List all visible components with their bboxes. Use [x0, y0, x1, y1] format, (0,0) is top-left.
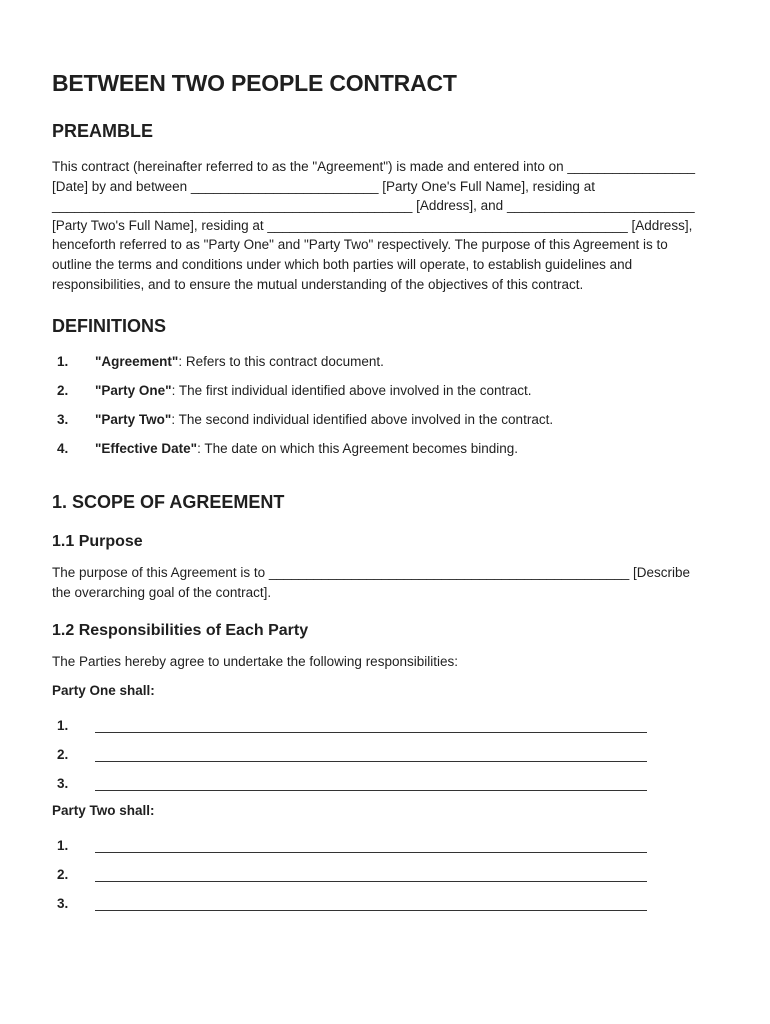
party-one-list — [52, 708, 710, 795]
purpose-heading: 1.1 Purpose — [52, 533, 143, 551]
definition-item — [52, 410, 710, 439]
item-number: 1. — [57, 837, 69, 853]
definition-item — [52, 439, 710, 468]
party-two-list — [52, 828, 710, 915]
definitions-list — [52, 352, 710, 468]
preamble-heading: PREAMBLE — [52, 121, 154, 141]
blank-line — [95, 776, 647, 791]
item-number: 2. — [57, 866, 69, 882]
item-number: 3. — [57, 895, 69, 911]
definitions-heading: DEFINITIONS — [52, 316, 167, 337]
definition-term: "Party Two" — [95, 412, 172, 428]
blank-line — [95, 838, 647, 853]
blank-line — [95, 718, 647, 733]
definition-item — [52, 381, 710, 410]
list-item — [52, 828, 710, 857]
list-item — [52, 857, 710, 886]
definition-number: 4. — [57, 441, 69, 457]
definition-number: 1. — [57, 354, 69, 370]
definition-number: 3. — [57, 412, 69, 428]
blank-line — [95, 747, 647, 762]
definition-term: "Party One" — [95, 383, 172, 399]
preamble-text: This contract (hereinafter referred to as the "Agreement") is made and entered into on _________________ [Date] by and between _________________________ [Party One's Full Name], residing at ________________________________________________ [Address], and _________________________ [Party Two's Full Name], residing at ________________________________________________ [Address], henceforth referred to as "Party One" and "Party Two" respectively. The purpose of this Agreement is to outline the terms and conditions under which both parties will operate, to establish guidelines and responsibilities, and to ensure the mutual understanding of the objectives of this contract. — [52, 159, 695, 292]
definition-term: "Effective Date" — [95, 441, 198, 457]
purpose-text: The purpose of this Agreement is to ________________________________________________ [Describe the overarching goal of the contract]. — [52, 565, 691, 600]
responsibilities-intro: The Parties hereby agree to undertake the following responsibilities: — [52, 654, 458, 670]
document-title: BETWEEN TWO PEOPLE CONTRACT — [52, 70, 457, 96]
blank-line — [95, 896, 647, 911]
item-number: 1. — [57, 717, 69, 733]
definition-text: : The first individual identified above involved in the contract. — [171, 383, 532, 399]
definition-text: : The date on which this Agreement becomes binding. — [197, 441, 519, 457]
item-number: 2. — [57, 746, 69, 762]
definition-text: : Refers to this contract document. — [178, 354, 384, 370]
definition-term: "Agreement" — [95, 354, 179, 370]
scope-heading: 1. SCOPE OF AGREEMENT — [52, 492, 285, 513]
item-number: 3. — [57, 775, 69, 791]
party-one-label: Party One shall: — [52, 682, 155, 698]
definition-number: 2. — [57, 383, 69, 399]
definition-item — [52, 352, 710, 381]
blank-line — [95, 867, 647, 882]
list-item — [52, 886, 710, 915]
list-item — [52, 708, 710, 737]
list-item — [52, 737, 710, 766]
party-two-label: Party Two shall: — [52, 802, 155, 818]
responsibilities-heading: 1.2 Responsibilities of Each Party — [52, 622, 309, 640]
list-item — [52, 766, 710, 795]
definition-text: : The second individual identified above involved in the contract. — [171, 412, 554, 428]
